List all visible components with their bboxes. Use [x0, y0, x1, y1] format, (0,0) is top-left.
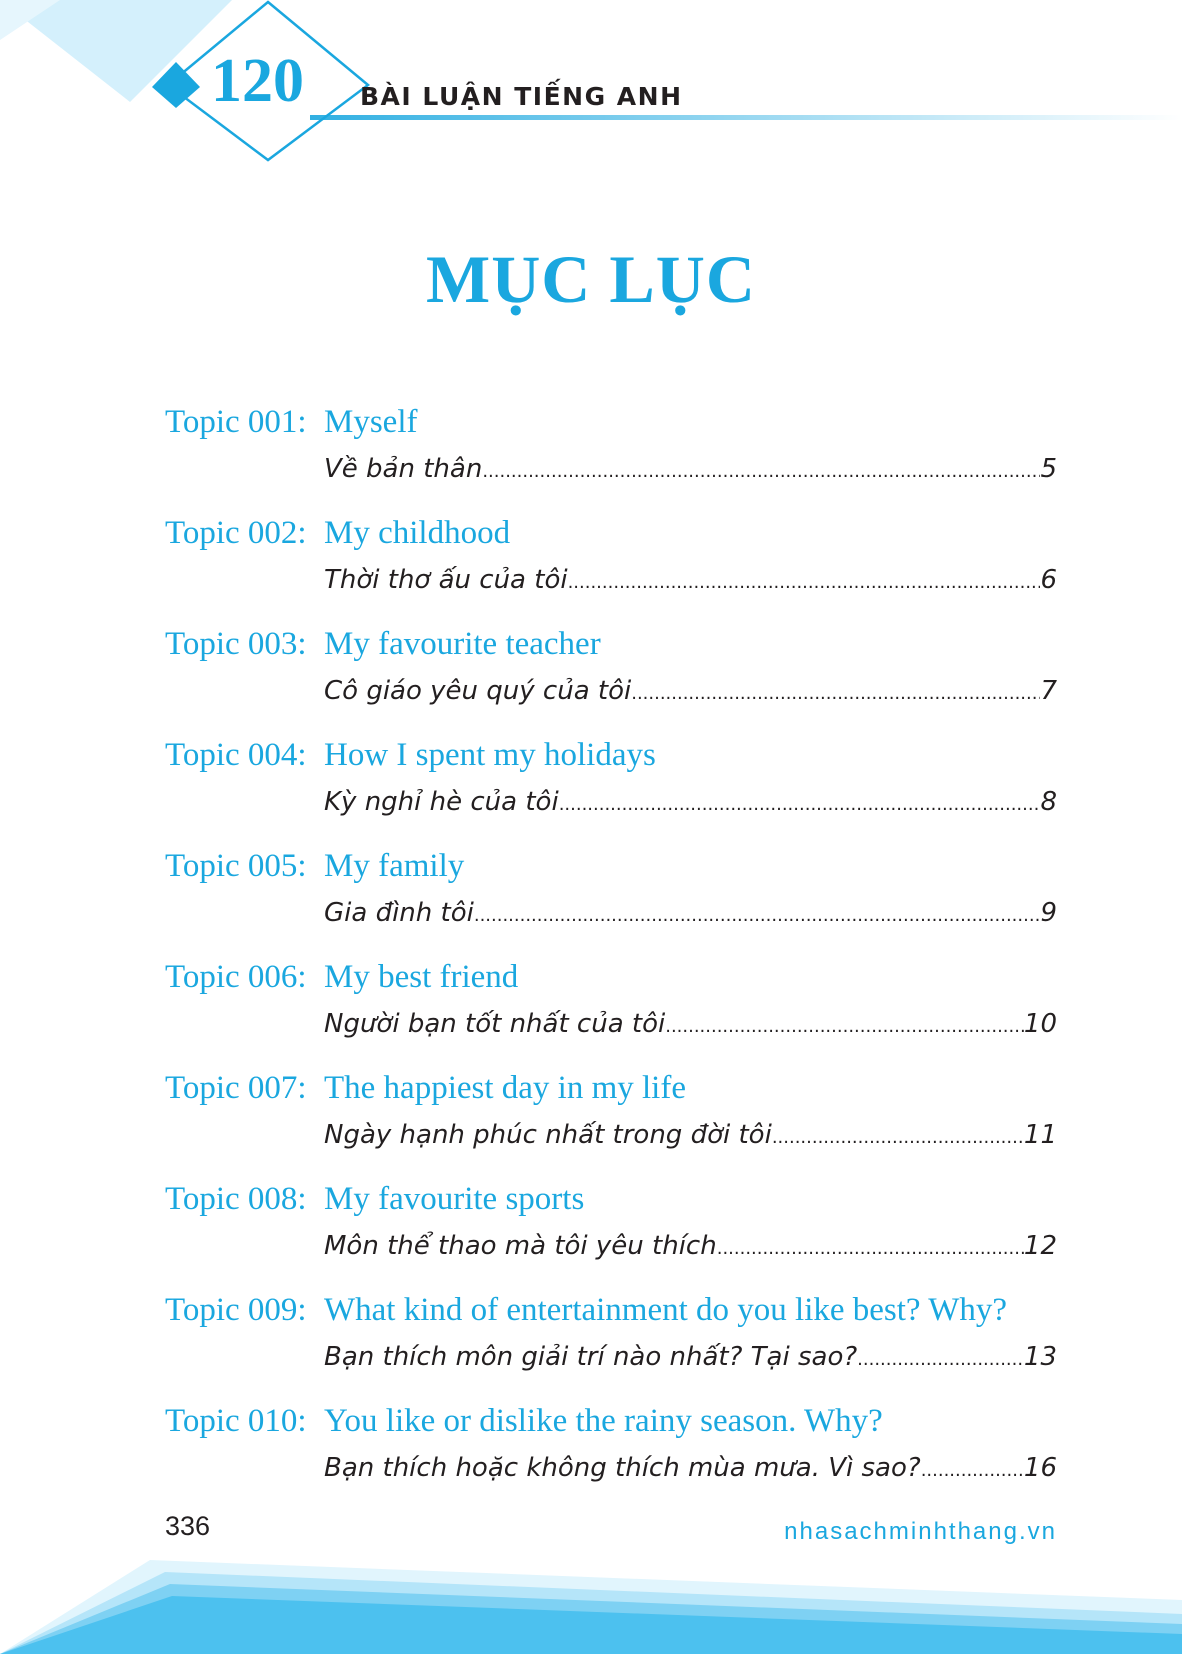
footer-decoration [0, 1534, 1182, 1654]
toc-entry[interactable] [165, 1286, 1057, 1397]
topic-title: How I spent my holidays [324, 737, 656, 773]
dot-leader [717, 1226, 1024, 1272]
page-number: 11 [1023, 1120, 1057, 1150]
topic-title: What kind of entertainment do you like best? Why? [324, 1292, 1008, 1328]
dot-leader [921, 1448, 1024, 1494]
topic-number: Topic 005: [165, 848, 307, 884]
topic-title: Myself [324, 404, 418, 440]
topic-subtitle: Cô giáo yêu quý của tôi [324, 676, 632, 706]
dot-leader [665, 1004, 1024, 1050]
page-number: 13 [1023, 1342, 1057, 1372]
topic-number: Topic 009: [165, 1292, 307, 1328]
page-number: 9 [1040, 898, 1057, 928]
topic-subtitle: Ngày hạnh phúc nhất trong đời tôi [324, 1120, 772, 1150]
page-number: 6 [1040, 565, 1057, 595]
topic-subtitle: Về bản thân [324, 454, 483, 484]
topic-number: Topic 001: [165, 404, 307, 440]
dot-leader [857, 1337, 1024, 1383]
footer-website: nhasachminhthang.vn [784, 1518, 1057, 1545]
book-number: 120 [211, 47, 304, 115]
table-of-contents [165, 398, 1057, 1508]
page-number: 16 [1023, 1453, 1057, 1483]
topic-number: Topic 003: [165, 626, 307, 662]
topic-title: My best friend [324, 959, 519, 995]
topic-subtitle: Kỳ nghỉ hè của tôi [324, 787, 559, 817]
topic-subtitle: Thời thơ ấu của tôi [324, 565, 568, 595]
topic-title: My childhood [324, 515, 511, 551]
toc-entry[interactable] [165, 398, 1057, 509]
toc-entry[interactable] [165, 1397, 1057, 1508]
toc-entry[interactable] [165, 509, 1057, 620]
toc-entry[interactable] [165, 1175, 1057, 1286]
topic-number: Topic 004: [165, 737, 307, 773]
dot-leader [474, 893, 1041, 939]
dot-leader [631, 671, 1040, 717]
dot-leader [559, 782, 1041, 828]
topic-title: You like or dislike the rainy season. Why? [324, 1403, 883, 1439]
topic-title: My favourite teacher [324, 626, 601, 662]
page-number: 12 [1023, 1231, 1057, 1261]
dot-leader [568, 560, 1041, 606]
toc-entry[interactable] [165, 620, 1057, 731]
topic-number: Topic 008: [165, 1181, 307, 1217]
book-title: BÀI LUẬN TIẾNG ANH [360, 82, 683, 111]
topic-subtitle: Môn thể thao mà tôi yêu thích [324, 1231, 717, 1261]
topic-title: The happiest day in my life [324, 1070, 686, 1106]
topic-number: Topic 002: [165, 515, 307, 551]
toc-entry[interactable] [165, 842, 1057, 953]
dot-leader [482, 449, 1040, 495]
page-title: MỤC LỤC [426, 241, 756, 317]
topic-number: Topic 007: [165, 1070, 307, 1106]
toc-entry[interactable] [165, 1064, 1057, 1175]
topic-title: My family [324, 848, 465, 884]
topic-subtitle: Gia đình tôi [324, 898, 474, 928]
toc-entry[interactable] [165, 953, 1057, 1064]
topic-subtitle: Người bạn tốt nhất của tôi [324, 1009, 666, 1039]
toc-entry[interactable] [165, 731, 1057, 842]
topic-number: Topic 006: [165, 959, 307, 995]
topic-subtitle: Bạn thích hoặc không thích mùa mưa. Vì sao? [324, 1453, 921, 1483]
footer-page-number: 336 [165, 1511, 211, 1541]
topic-subtitle: Bạn thích môn giải trí nào nhất? Tại sao? [324, 1342, 858, 1372]
page-number: 5 [1040, 454, 1057, 484]
page-number: 7 [1040, 676, 1057, 706]
dot-leader [772, 1115, 1024, 1161]
topic-number: Topic 010: [165, 1403, 307, 1439]
topic-title: My favourite sports [324, 1181, 585, 1217]
page-number: 10 [1023, 1009, 1057, 1039]
page-number: 8 [1040, 787, 1057, 817]
